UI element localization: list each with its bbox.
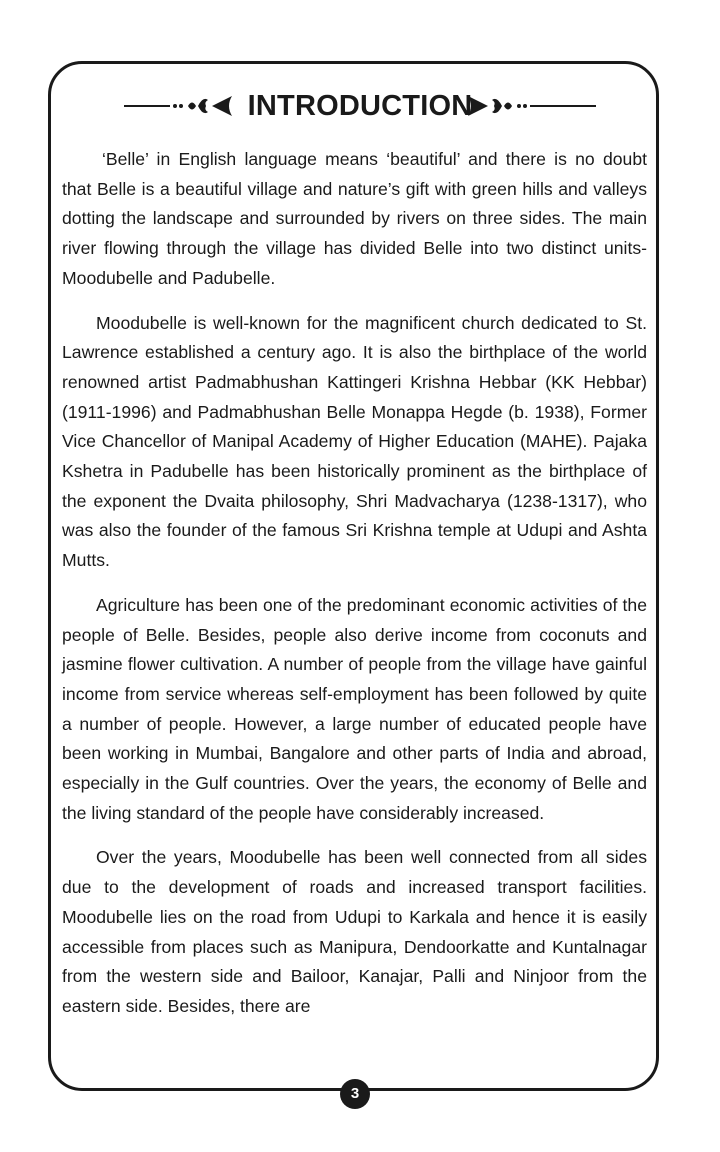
page-title: INTRODUCTION [247,90,473,122]
page-number-badge: 3 [340,1079,370,1109]
paragraph: ‘Belle’ in English language means ‘beautiful’ and there is no doubt that Belle is a beautiful village and nature’s gift with green hills and valleys dotting the landscape and surrounded by rivers on three sides. The main river flowing through the village has divided Belle into two distinct units-Moodubelle and Padubelle. [62,149,647,288]
paragraph: Moodubelle is well-known for the magnificent church dedicated to St. Lawrence established a century ago. It is also the birthplace of the world renowned artist Padmabhushan Kattingeri Krishna Hebbar (KK Hebbar) (1911-1996) and Padmabhushan Belle Monappa Hegde (b. 1938), Former Vice Chancellor of Manipal Academy of Higher Education (MAHE). Pajaka Kshetra in Padubelle has been historically prominent as the birthplace of the exponent the Dvaita philosophy, Shri Madvacharya (1238-1317), who was also the founder of the famous Sri Krishna temple at Udupi and Ashta Mutts. [62,312,647,571]
body-text [62,145,647,1037]
title-header [0,84,720,128]
paragraph: Agriculture has been one of the predominant economic activities of the people of Belle. Besides, people also derive income from coconuts and jasmine flower cultivation. A number of people from the village have gainful income from service whereas self-employment has been followed by quite a number of people. However, a large number of educated people have been working in Mumbai, Bangalore and other parts of India and abroad, especially in the Gulf countries. Over the years, the economy of Belle and the living standard of the people have considerably increased. [62,594,647,823]
paragraph: Over the years, Moodubelle has been well connected from all sides due to the development of roads and increased transport facilities. Moodubelle lies on the road from Udupi to Karkala and hence it is easily accessible from places such as Manipura, Dendoorkatte and Kuntalnagar from the western side and Bailoor, Kanajar, Palli and Ninjoor from the eastern side. Besides, there are [62,847,647,1016]
